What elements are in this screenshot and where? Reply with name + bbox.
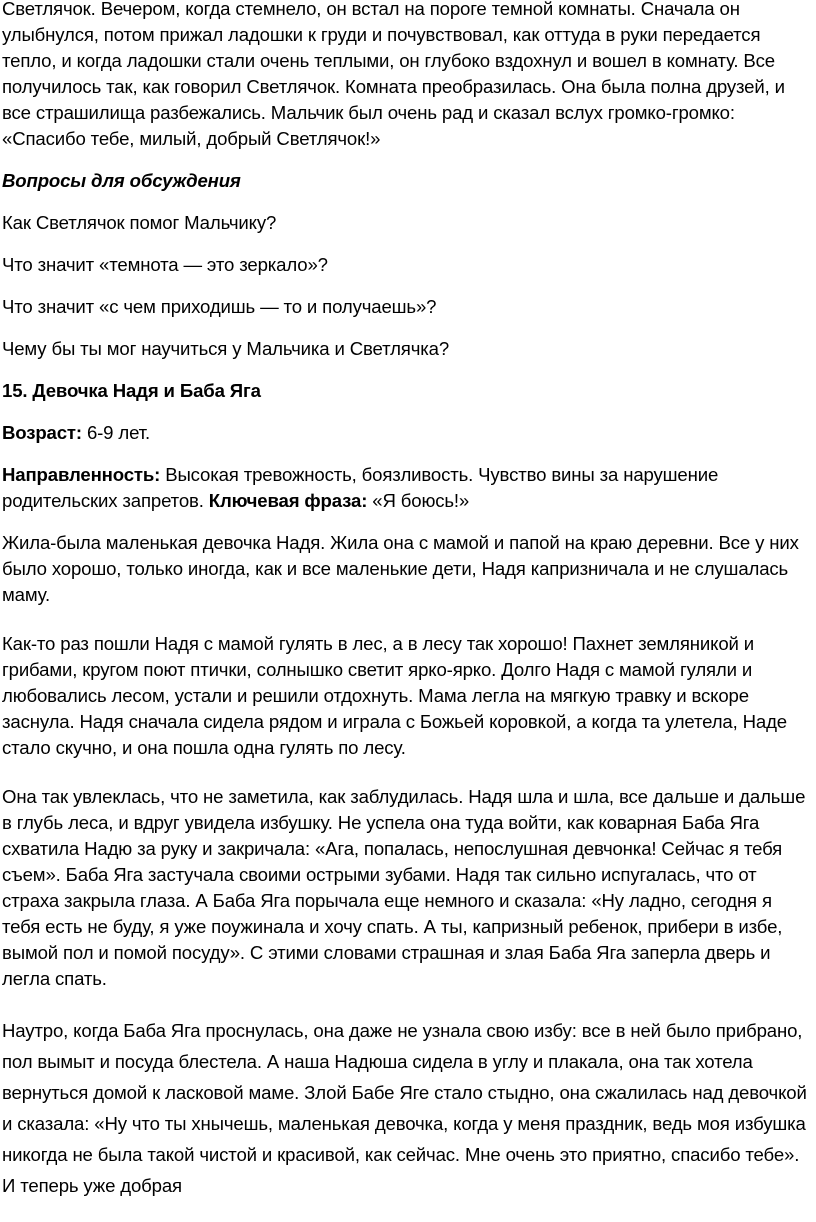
story-paragraph-1: Жила-была маленькая девочка Надя. Жила она с мамой и папой на краю деревни. Все у них было хорошо, только иногда, как и все маленькие дети, Надя капризничала и не слушалась маму. <box>2 532 799 605</box>
questions-heading: Вопросы для обсуждения <box>2 170 241 191</box>
story-paragraph-4: Наутро, когда Баба Яга проснулась, она даже не узнала свою избу: все в ней было прибрано, пол вымыт и посуда блестела. А наша Надюша сидела в углу и плакала, она так хотела вернуться домой к ласковой маме. Злой Бабе Яге стало стыдно, она сжалилась над девочкой и сказала: «Ну что ты хнычешь, маленькая девочка, когда у меня праздник, ведь моя избушка никогда не была такой чистой и красивой, как сейчас. Мне очень это приятно, спасибо тебе». И теперь уже добрая <box>2 1020 807 1196</box>
question-3: Что значит «с чем приходишь — то и получаешь»? <box>2 296 437 317</box>
key-phrase-value: «Я боюсь!» <box>367 490 470 511</box>
age-label: Возраст: <box>2 422 82 443</box>
key-phrase-label: Ключевая фраза: <box>208 490 368 511</box>
story-paragraph-3: Она так увлеклась, что не заметила, как заблудилась. Надя шла и шла, все дальше и дальше в глубь леса, и вдруг увидела избушку. Не успела она туда войти, как коварная Баба Яга схватила Надю за руку и закричала: «Ага, попалась, непослушная девчонка! Сейчас я тебя съем». Баба Яга застучала своими острыми зубами. Надя так сильно испугалась, что от страха закрыла глаза. А Баба Яга порычала еще немного и сказала: «Ну ладно, сегодня я тебя есть не буду, я уже поужинала и хочу спать. А ты, капризный ребенок, прибери в избе, вымой пол и помой посуду». С этими словами страшная и злая Баба Яга заперла дверь и легла спать. <box>2 786 806 989</box>
focus-value: Высокая тревожность, боязливость. Чувство вины за нарушение родительских запретов. <box>2 464 719 511</box>
question-4: Чему бы ты мог научиться у Мальчика и Светлячка? <box>2 338 450 359</box>
intro-paragraph: Светлячок. Вечером, когда стемнело, он встал на пороге темной комнаты. Сначала он улыбнулся, потом прижал ладошки к груди и почувствовал, как оттуда в руки передается тепло, и когда ладошки стали очень теплыми, он глубоко вздохнул и вошел в комнату. Все получилось так, как говорил Светлячок. Комната преобразилась. Она была полна друзей, и все страшилища разбежались. Мальчик был очень рад и сказал вслух громко-громко: «Спасибо тебе, милый, добрый Светлячок!» <box>2 0 785 149</box>
focus-label: Направленность: <box>2 464 161 485</box>
age-value: 6-9 лет. <box>81 422 150 443</box>
focus-paragraph <box>2 462 814 514</box>
question-2: Что значит «темнота — это зеркало»? <box>2 254 328 275</box>
age-line <box>2 420 814 446</box>
story-title: 15. Девочка Надя и Баба Яга <box>2 380 261 401</box>
question-1: Как Светлячок помог Мальчику? <box>2 212 277 233</box>
story-paragraph-2: Как-то раз пошли Надя с мамой гулять в лес, а в лесу так хорошо! Пахнет земляникой и грибами, кругом поют птички, солнышко светит ярко-ярко. Долго Надя с мамой гуляли и любовались лесом, устали и решили отдохнуть. Мама легла на мягкую травку и вскоре заснула. Надя сначала сидела рядом и играла с Божьей коровкой, а когда та улетела, Наде стало скучно, и она пошла одна гулять по лесу. <box>2 633 787 758</box>
